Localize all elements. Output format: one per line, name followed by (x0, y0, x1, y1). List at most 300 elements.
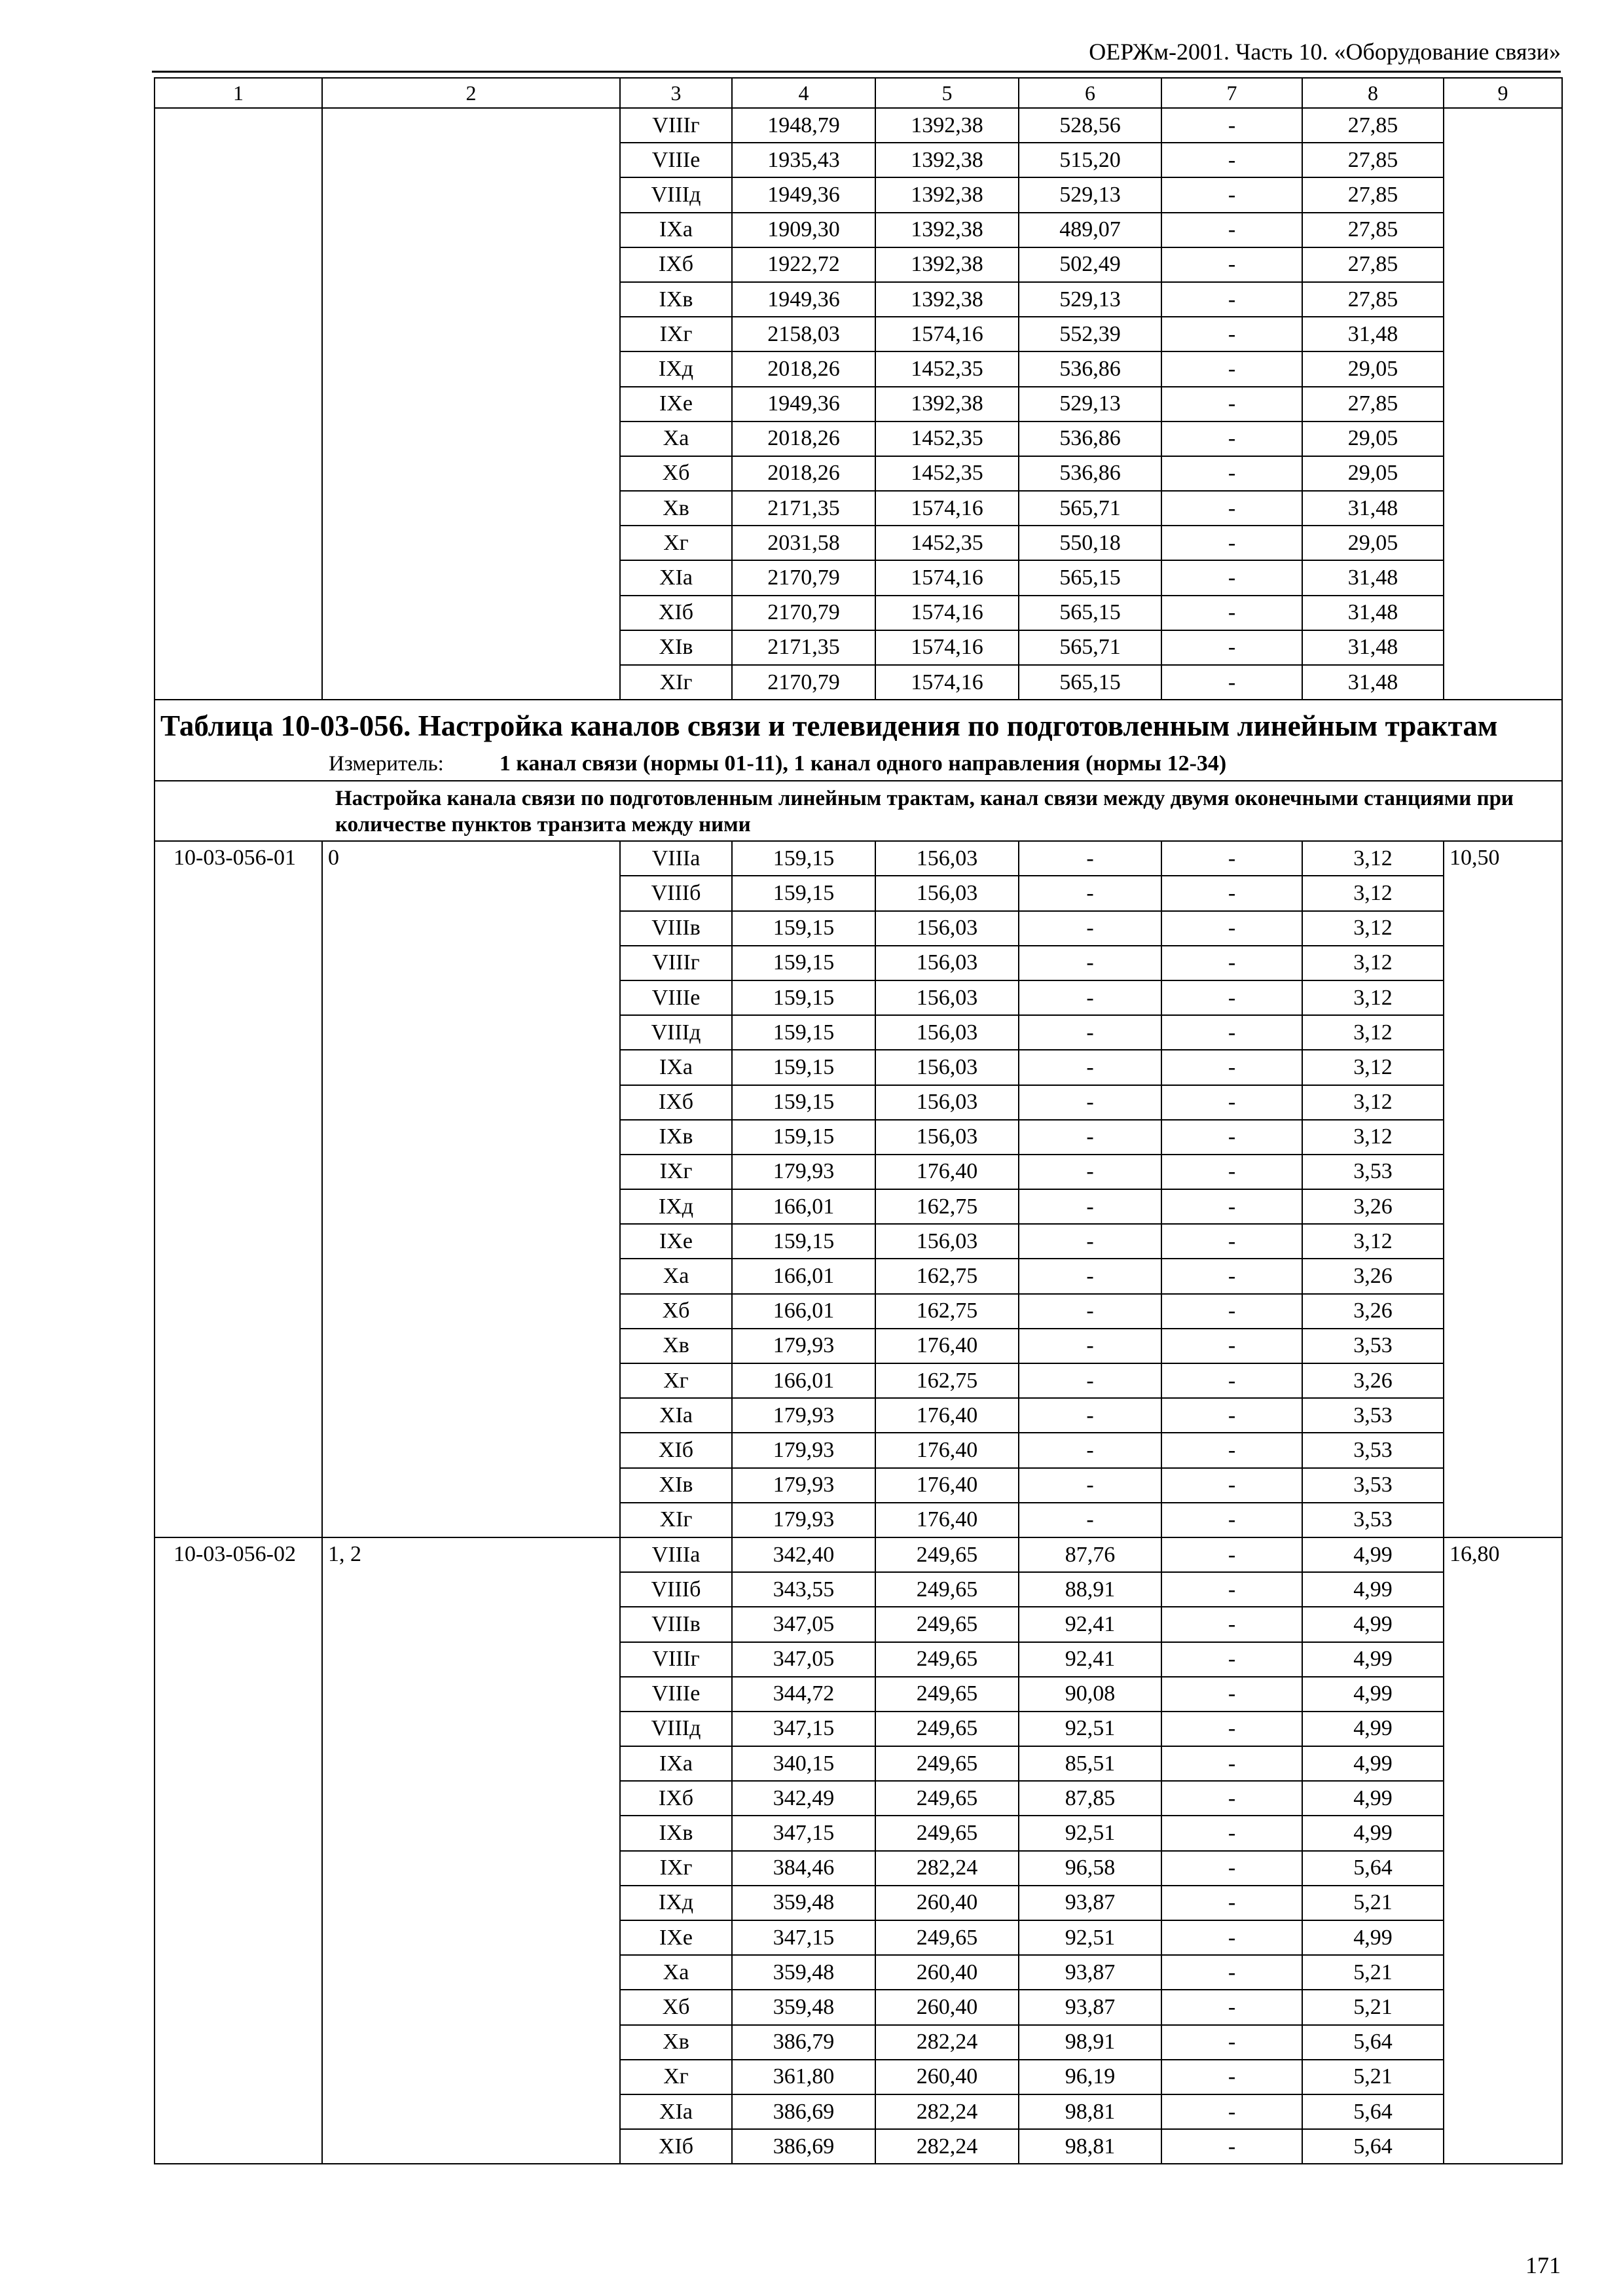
table-cell: - (1161, 422, 1302, 456)
table-cell: 249,65 (875, 1781, 1019, 1816)
table-cell: 359,48 (732, 1886, 875, 1920)
table-cell: 282,24 (875, 1851, 1019, 1886)
table-cell: Xб (620, 1990, 732, 2024)
table-cell: 1574,16 (875, 317, 1019, 351)
table-cell: 3,12 (1302, 1050, 1444, 1085)
table-cell: 90,08 (1019, 1677, 1161, 1712)
table-cell: 179,93 (732, 1155, 875, 1189)
table-cell: 156,03 (875, 1224, 1019, 1259)
table-cell: 2018,26 (732, 422, 875, 456)
table-cell: 31,48 (1302, 317, 1444, 351)
table-cell: IXе (620, 1920, 732, 1955)
table-cell: Xб (620, 1294, 732, 1329)
table-cell: 550,18 (1019, 526, 1161, 560)
table-cell: 1392,38 (875, 387, 1019, 422)
table-cell: VIIIа (620, 841, 732, 876)
table-cell: - (1161, 980, 1302, 1015)
table-cell: - (1019, 1120, 1161, 1155)
table-cell: - (1161, 282, 1302, 317)
table-cell: 176,40 (875, 1155, 1019, 1189)
table-cell: - (1161, 1398, 1302, 1433)
table-cell: 565,15 (1019, 560, 1161, 595)
table-cell: 176,40 (875, 1398, 1019, 1433)
param-cell (322, 108, 620, 700)
column-number: 7 (1161, 78, 1302, 108)
table-cell: 4,99 (1302, 1537, 1444, 1572)
table-cell: 5,64 (1302, 2094, 1444, 2129)
table-cell: 1392,38 (875, 143, 1019, 177)
table-cell: Xв (620, 2025, 732, 2060)
table-cell: XIа (620, 2094, 732, 2129)
column-number: 1 (155, 78, 322, 108)
table-cell: - (1161, 1363, 1302, 1398)
table-cell: 1452,35 (875, 456, 1019, 491)
table-cell: 2170,79 (732, 596, 875, 630)
table-cell: Xв (620, 491, 732, 526)
work-description: Настройка канала связи по подготовленным линейным трактам, канал связи между двумя оконечными станциями при количестве пунктов транзита между ними (155, 781, 1562, 841)
table-cell: - (1161, 1085, 1302, 1120)
table-cell: - (1161, 1537, 1302, 1572)
table-cell: VIIIе (620, 1677, 732, 1712)
table-cell: 156,03 (875, 911, 1019, 946)
table-cell: 87,85 (1019, 1781, 1161, 1816)
table-cell: VIIIе (620, 980, 732, 1015)
table-row (155, 108, 1562, 143)
table-cell: 2170,79 (732, 665, 875, 700)
table-cell: XIв (620, 1468, 732, 1503)
table-cell: 1574,16 (875, 665, 1019, 700)
table-cell: VIIIг (620, 1642, 732, 1677)
table-cell: 386,69 (732, 2129, 875, 2164)
table-cell: - (1161, 876, 1302, 910)
table-cell: 249,65 (875, 1572, 1019, 1607)
table-cell: Xа (620, 1955, 732, 1990)
table-cell: IXе (620, 1224, 732, 1259)
table-cell: 98,81 (1019, 2094, 1161, 2129)
table-cell: 162,75 (875, 1189, 1019, 1224)
table-cell: - (1019, 946, 1161, 980)
table-cell: - (1161, 108, 1302, 143)
table-cell: 162,75 (875, 1294, 1019, 1329)
table-cell: 31,48 (1302, 560, 1444, 595)
table-cell: - (1161, 387, 1302, 422)
table-cell: 3,12 (1302, 911, 1444, 946)
table-cell: 166,01 (732, 1259, 875, 1293)
table-cell: - (1161, 1816, 1302, 1850)
table-cell: IXв (620, 282, 732, 317)
table-cell: - (1161, 1781, 1302, 1816)
table-cell: 1452,35 (875, 422, 1019, 456)
table-cell: - (1161, 1572, 1302, 1607)
column-number: 4 (732, 78, 875, 108)
table-cell: 2171,35 (732, 491, 875, 526)
table-cell: 3,12 (1302, 1085, 1444, 1120)
table-cell: VIIIд (620, 1015, 732, 1050)
table-cell: 5,64 (1302, 1851, 1444, 1886)
table-cell: - (1161, 2129, 1302, 2164)
measure-label: Измеритель: (329, 752, 444, 776)
table-cell: 156,03 (875, 1050, 1019, 1085)
table-cell: 166,01 (732, 1189, 875, 1224)
table-body (155, 78, 1562, 2164)
table-cell: - (1161, 247, 1302, 282)
table-cell: IXд (620, 1189, 732, 1224)
table-cell: VIIIв (620, 911, 732, 946)
table-cell: 3,12 (1302, 1120, 1444, 1155)
measure-cell (155, 747, 1562, 781)
table-cell: 249,65 (875, 1537, 1019, 1572)
measure-value: 1 канал связи (нормы 01-11), 1 канал одного направления (нормы 12-34) (499, 751, 1227, 776)
table-cell: 159,15 (732, 1085, 875, 1120)
table-cell: IXб (620, 1781, 732, 1816)
norms-table (154, 77, 1563, 2164)
table-cell: 93,87 (1019, 1990, 1161, 2024)
table-cell: 282,24 (875, 2025, 1019, 2060)
table-cell: VIIIв (620, 1607, 732, 1641)
table-cell: 3,12 (1302, 980, 1444, 1015)
table-cell: VIIIг (620, 108, 732, 143)
table-cell: 340,15 (732, 1746, 875, 1781)
table-cell: 1949,36 (732, 177, 875, 212)
table-cell: 260,40 (875, 1955, 1019, 1990)
table-cell: 386,79 (732, 2025, 875, 2060)
table-cell: 159,15 (732, 841, 875, 876)
table-cell: - (1161, 317, 1302, 351)
table-cell: - (1161, 841, 1302, 876)
column-number-row (155, 78, 1562, 108)
table-cell: XIб (620, 1433, 732, 1467)
table-cell: - (1161, 351, 1302, 386)
table-cell: 159,15 (732, 946, 875, 980)
table-cell: 249,65 (875, 1712, 1019, 1746)
table-cell: 3,53 (1302, 1398, 1444, 1433)
table-cell: IXб (620, 1085, 732, 1120)
table-cell: 93,87 (1019, 1886, 1161, 1920)
table-cell: 347,15 (732, 1712, 875, 1746)
table-cell: 3,53 (1302, 1503, 1444, 1537)
table-cell: - (1161, 1503, 1302, 1537)
table-cell: 529,13 (1019, 177, 1161, 212)
table-cell: 179,93 (732, 1329, 875, 1363)
table-cell: 4,99 (1302, 1607, 1444, 1641)
table-cell: 249,65 (875, 1746, 1019, 1781)
table-cell: IXе (620, 387, 732, 422)
column-number: 6 (1019, 78, 1161, 108)
table-cell: - (1161, 1189, 1302, 1224)
table-cell: 3,12 (1302, 876, 1444, 910)
table-cell: - (1161, 1746, 1302, 1781)
table-cell: 342,40 (732, 1537, 875, 1572)
table-cell: XIв (620, 630, 732, 665)
table-cell: 529,13 (1019, 282, 1161, 317)
table-cell: 260,40 (875, 1990, 1019, 2024)
table-cell: 1948,79 (732, 108, 875, 143)
table-cell: 179,93 (732, 1468, 875, 1503)
table-cell: Xг (620, 1363, 732, 1398)
table-cell: 565,15 (1019, 596, 1161, 630)
column-number: 5 (875, 78, 1019, 108)
table-cell: - (1161, 1015, 1302, 1050)
table-cell: - (1161, 665, 1302, 700)
table-cell: 5,21 (1302, 2060, 1444, 2094)
table-cell: - (1019, 1433, 1161, 1467)
table-cell: 359,48 (732, 1990, 875, 2024)
table-cell: - (1161, 2060, 1302, 2094)
table-cell: Xб (620, 456, 732, 491)
table-cell: 92,51 (1019, 1816, 1161, 1850)
table-cell: 3,53 (1302, 1468, 1444, 1503)
table-cell: 92,51 (1019, 1920, 1161, 1955)
table-cell: 179,93 (732, 1503, 875, 1537)
table-cell: 282,24 (875, 2129, 1019, 2164)
table-cell: - (1161, 213, 1302, 247)
table-cell: 159,15 (732, 1015, 875, 1050)
table-cell: 159,15 (732, 980, 875, 1015)
table-cell: 2018,26 (732, 456, 875, 491)
table-row (155, 1537, 1562, 1572)
table-cell: 98,91 (1019, 2025, 1161, 2060)
norm-col9: 10,50 (1444, 841, 1562, 1537)
table-cell: Xа (620, 1259, 732, 1293)
table-cell: Xг (620, 526, 732, 560)
column-number: 3 (620, 78, 732, 108)
table-cell: 565,71 (1019, 630, 1161, 665)
table-cell: VIIIд (620, 177, 732, 212)
table-cell: 156,03 (875, 1085, 1019, 1120)
table-cell: IXа (620, 213, 732, 247)
table-cell: 29,05 (1302, 351, 1444, 386)
work-description-row (155, 781, 1562, 841)
table-cell: 4,99 (1302, 1781, 1444, 1816)
table-cell: 2171,35 (732, 630, 875, 665)
table-cell: - (1161, 1329, 1302, 1363)
table-cell: 176,40 (875, 1468, 1019, 1503)
table-cell: 92,41 (1019, 1607, 1161, 1641)
table-cell: 502,49 (1019, 247, 1161, 282)
norm-parameter: 0 (322, 841, 620, 1537)
table-cell: 3,12 (1302, 1015, 1444, 1050)
table-cell: - (1019, 1015, 1161, 1050)
table-cell: - (1161, 456, 1302, 491)
table-cell: 156,03 (875, 980, 1019, 1015)
table-cell: 166,01 (732, 1363, 875, 1398)
table-cell: 529,13 (1019, 387, 1161, 422)
table-cell: - (1161, 1920, 1302, 1955)
table-cell: - (1161, 2094, 1302, 2129)
table-cell: 347,15 (732, 1920, 875, 1955)
table-cell: - (1161, 1155, 1302, 1189)
table-cell: 536,86 (1019, 422, 1161, 456)
table-cell: 347,05 (732, 1607, 875, 1641)
table-cell: - (1019, 1363, 1161, 1398)
table-cell: 3,53 (1302, 1433, 1444, 1467)
table-caption-row (155, 700, 1562, 747)
table-cell: 3,12 (1302, 841, 1444, 876)
table-cell: 31,48 (1302, 491, 1444, 526)
table-cell: 159,15 (732, 1050, 875, 1085)
table-cell: 552,39 (1019, 317, 1161, 351)
table-cell: - (1019, 1189, 1161, 1224)
table-cell: 156,03 (875, 876, 1019, 910)
table-cell: IXа (620, 1050, 732, 1085)
table-cell: - (1161, 143, 1302, 177)
table-cell: 27,85 (1302, 177, 1444, 212)
table-cell: 1922,72 (732, 247, 875, 282)
table-cell: - (1019, 1329, 1161, 1363)
column-number: 8 (1302, 78, 1444, 108)
table-cell: 156,03 (875, 946, 1019, 980)
table-cell: 156,03 (875, 841, 1019, 876)
table-cell: 536,86 (1019, 456, 1161, 491)
table-cell: 159,15 (732, 876, 875, 910)
table-cell: 1935,43 (732, 143, 875, 177)
table-cell: 343,55 (732, 1572, 875, 1607)
table-cell: - (1161, 1294, 1302, 1329)
table-cell: 162,75 (875, 1363, 1019, 1398)
table-cell: XIг (620, 1503, 732, 1537)
table-cell: 3,26 (1302, 1259, 1444, 1293)
table-cell: 27,85 (1302, 387, 1444, 422)
table-cell: - (1161, 1259, 1302, 1293)
table-cell: 3,26 (1302, 1294, 1444, 1329)
table-cell: 3,12 (1302, 1224, 1444, 1259)
table-cell: 1574,16 (875, 491, 1019, 526)
table-cell: 5,64 (1302, 2129, 1444, 2164)
table-cell: 359,48 (732, 1955, 875, 1990)
table-cell: 347,05 (732, 1642, 875, 1677)
table-cell: 176,40 (875, 1503, 1019, 1537)
table-cell: - (1161, 1468, 1302, 1503)
table-cell: - (1161, 1224, 1302, 1259)
table-cell: 179,93 (732, 1398, 875, 1433)
table-cell: XIг (620, 665, 732, 700)
table-cell: - (1019, 911, 1161, 946)
table-cell: 1392,38 (875, 282, 1019, 317)
running-header: ОЕРЖм-2001. Часть 10. «Оборудование связи» (1089, 39, 1561, 65)
table-cell: 3,26 (1302, 1363, 1444, 1398)
table-cell: - (1161, 526, 1302, 560)
table-cell: XIа (620, 560, 732, 595)
table-cell: - (1161, 2025, 1302, 2060)
table-cell: 88,91 (1019, 1572, 1161, 1607)
table-cell: - (1161, 177, 1302, 212)
table-cell: 4,99 (1302, 1920, 1444, 1955)
table-cell: 1574,16 (875, 560, 1019, 595)
table-cell: VIIIб (620, 1572, 732, 1607)
table-cell: 29,05 (1302, 526, 1444, 560)
table-cell: - (1019, 1503, 1161, 1537)
table-cell: 361,80 (732, 2060, 875, 2094)
table-cell: 31,48 (1302, 596, 1444, 630)
table-cell: VIIIг (620, 946, 732, 980)
table-cell: 565,71 (1019, 491, 1161, 526)
table-cell: - (1019, 1155, 1161, 1189)
table-cell: 176,40 (875, 1433, 1019, 1467)
table-cell: 27,85 (1302, 108, 1444, 143)
table-cell: 31,48 (1302, 630, 1444, 665)
code-cell (155, 108, 322, 700)
table-cell: 156,03 (875, 1120, 1019, 1155)
table-cell: 166,01 (732, 1294, 875, 1329)
table-cell: 342,49 (732, 1781, 875, 1816)
table-cell: 179,93 (732, 1433, 875, 1467)
table-cell: Xа (620, 422, 732, 456)
table-cell: 1452,35 (875, 526, 1019, 560)
table-cell: VIIIб (620, 876, 732, 910)
table-cell: 528,56 (1019, 108, 1161, 143)
table-cell: 249,65 (875, 1607, 1019, 1641)
table-cell: - (1161, 911, 1302, 946)
table-cell: - (1161, 630, 1302, 665)
table-cell: 3,26 (1302, 1189, 1444, 1224)
table-cell: 384,46 (732, 1851, 875, 1886)
table-cell: 176,40 (875, 1329, 1019, 1363)
table-cell: 5,21 (1302, 1990, 1444, 2024)
table-cell: - (1161, 1050, 1302, 1085)
norm-parameter: 1, 2 (322, 1537, 620, 2164)
table-cell: - (1019, 1398, 1161, 1433)
table-cell: XIа (620, 1398, 732, 1433)
page-number: 171 (1525, 2252, 1561, 2278)
table-cell: 536,86 (1019, 351, 1161, 386)
table-cell: IXг (620, 317, 732, 351)
table-cell: 1574,16 (875, 596, 1019, 630)
table-cell: 3,53 (1302, 1329, 1444, 1363)
table-cell: 159,15 (732, 1120, 875, 1155)
table-cell: 1949,36 (732, 387, 875, 422)
table-cell: 159,15 (732, 911, 875, 946)
table-cell: 1574,16 (875, 630, 1019, 665)
table-cell: 249,65 (875, 1920, 1019, 1955)
table-cell: 4,99 (1302, 1746, 1444, 1781)
table-cell: Xв (620, 1329, 732, 1363)
table-cell: 31,48 (1302, 665, 1444, 700)
table-cell: IXд (620, 1886, 732, 1920)
table-cell: 3,53 (1302, 1155, 1444, 1189)
table-cell: 2158,03 (732, 317, 875, 351)
table-cell: 249,65 (875, 1642, 1019, 1677)
table-cell: 5,21 (1302, 1886, 1444, 1920)
norm-col9: 16,80 (1444, 1537, 1562, 2164)
table-cell: - (1161, 1120, 1302, 1155)
table-cell: XIб (620, 596, 732, 630)
table-cell: 27,85 (1302, 213, 1444, 247)
table-cell: IXв (620, 1816, 732, 1850)
table-cell: 1909,30 (732, 213, 875, 247)
table-cell: 2018,26 (732, 351, 875, 386)
column-number: 9 (1444, 78, 1562, 108)
table-cell: - (1019, 1468, 1161, 1503)
table-cell: - (1161, 1433, 1302, 1467)
table-cell: - (1161, 560, 1302, 595)
table-row (155, 841, 1562, 876)
table-cell: 386,69 (732, 2094, 875, 2129)
table-cell: 98,81 (1019, 2129, 1161, 2164)
table-cell: 260,40 (875, 1886, 1019, 1920)
table-cell: 344,72 (732, 1677, 875, 1712)
table-cell: IXд (620, 351, 732, 386)
table-cell: - (1161, 946, 1302, 980)
table-cell: - (1161, 1607, 1302, 1641)
table-cell: 1392,38 (875, 177, 1019, 212)
header-rule (152, 71, 1561, 73)
table-cell: Xг (620, 2060, 732, 2094)
column-number: 2 (322, 78, 620, 108)
table-cell: IXв (620, 1120, 732, 1155)
table-cell: 260,40 (875, 2060, 1019, 2094)
table-cell: 96,19 (1019, 2060, 1161, 2094)
table-cell: 5,64 (1302, 2025, 1444, 2060)
